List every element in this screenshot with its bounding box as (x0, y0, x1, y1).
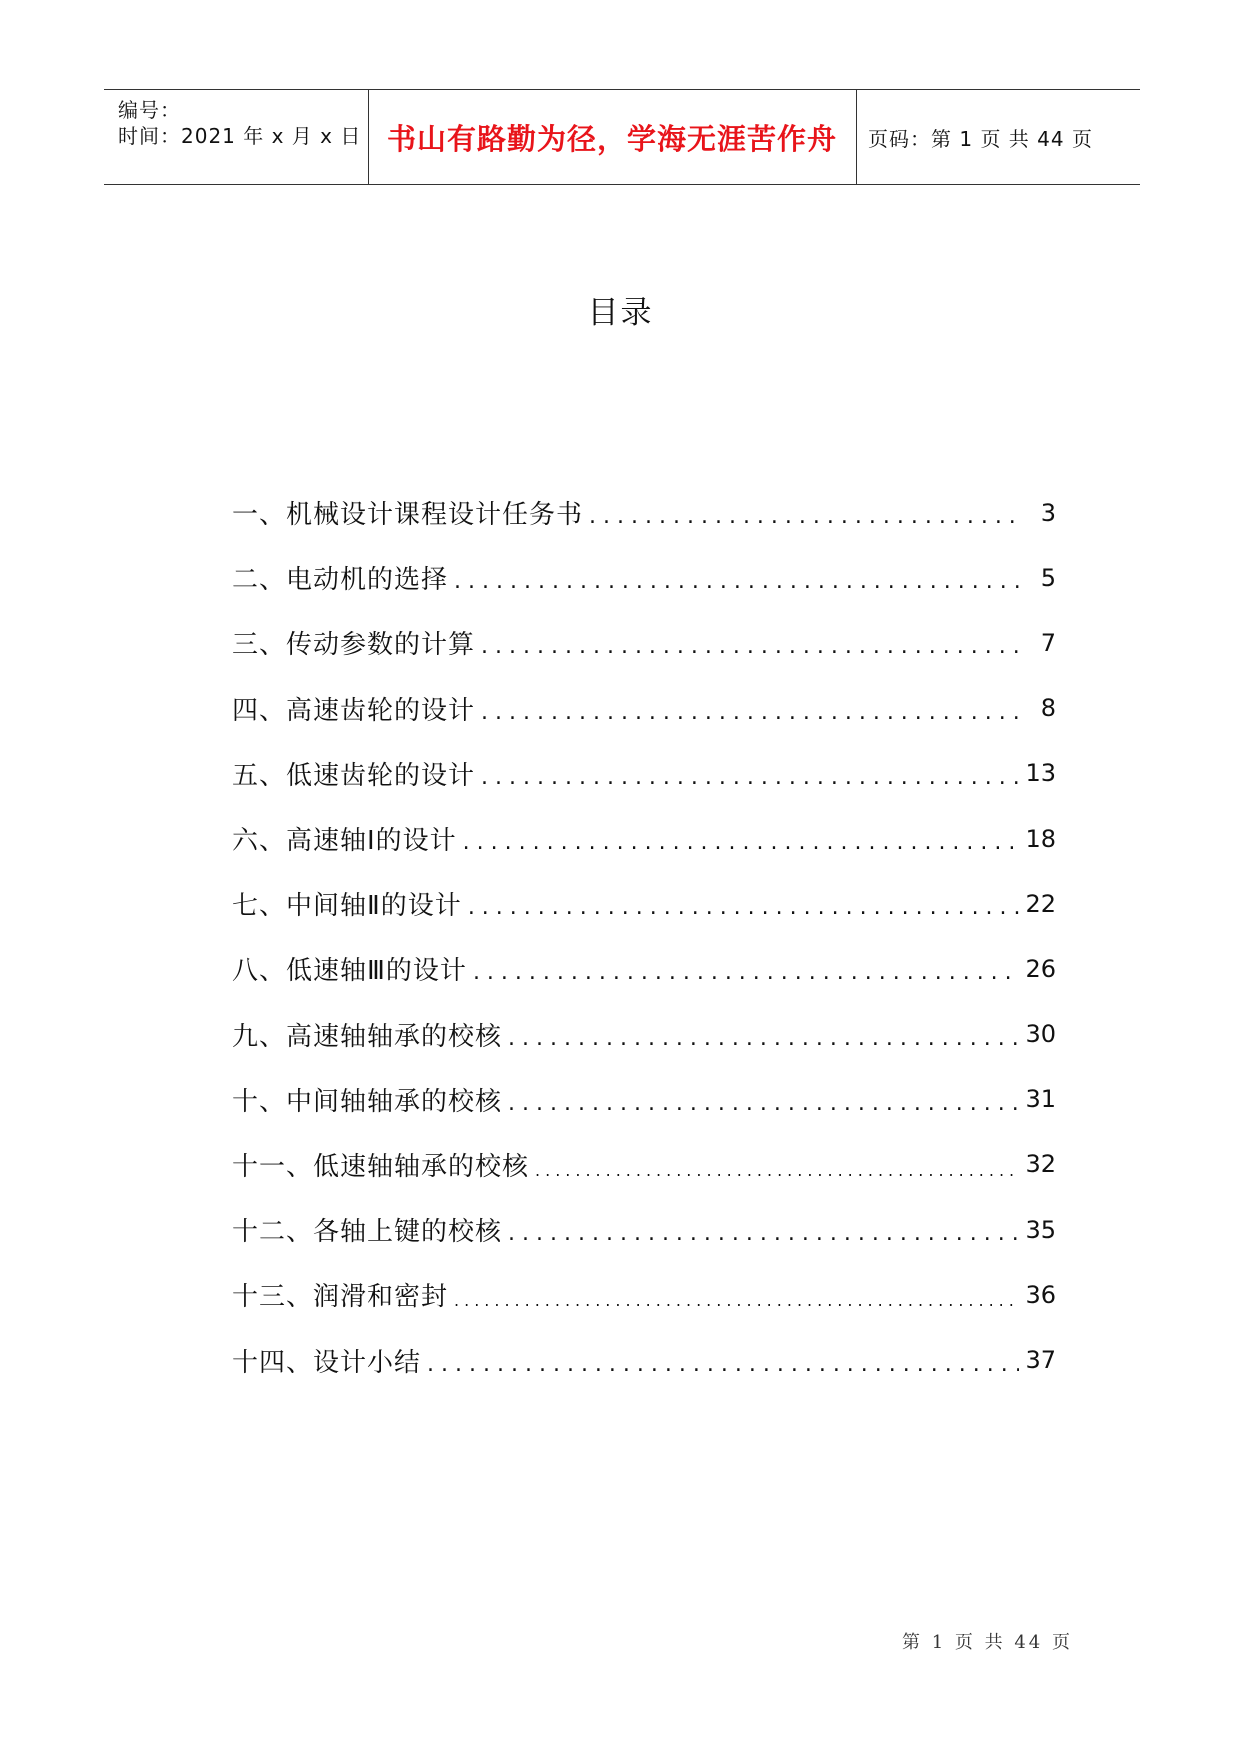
toc-entry-label: 十二、各轴上键的校核 (232, 1217, 503, 1248)
toc-entry[interactable] (232, 806, 1056, 871)
toc-entry-label: 九、高速轴轴承的校核 (232, 1021, 503, 1052)
toc-entry-page: 22 (1025, 889, 1056, 918)
toc-entry[interactable] (232, 545, 1056, 610)
toc-entry-page: 13 (1025, 759, 1056, 788)
toc-entry[interactable] (232, 1067, 1056, 1132)
toc-leader-dots (454, 1291, 1019, 1310)
toc-entry[interactable] (232, 1327, 1056, 1392)
toc-entry-page: 3 (1040, 498, 1056, 527)
toc-entry-page: 36 (1025, 1280, 1056, 1309)
toc-entry[interactable] (232, 610, 1056, 675)
document-header (104, 89, 1140, 185)
header-meta (104, 90, 368, 184)
toc-leader-dots (427, 1352, 1019, 1377)
header-motto: 书山有路勤为径，学海无涯苦作舟 (386, 121, 837, 156)
toc-entry[interactable] (232, 741, 1056, 806)
toc-leader-dots (463, 830, 1020, 855)
toc-entry[interactable] (232, 871, 1056, 936)
toc-entry-label: 十、中间轴轴承的校核 (232, 1086, 503, 1117)
toc-leader-dots (481, 700, 1024, 725)
table-of-contents (232, 480, 1056, 1393)
toc-leader-dots (508, 1026, 1019, 1051)
toc-entry[interactable] (232, 480, 1056, 545)
toc-entry-label: 四、高速齿轮的设计 (232, 695, 476, 726)
toc-entry-page: 18 (1025, 824, 1056, 853)
toc-entry-label: 十一、低速轴轴承的校核 (232, 1151, 530, 1182)
toc-leader-dots (481, 634, 1024, 659)
document-number-label: 编号： (118, 98, 181, 122)
toc-entry-page: 35 (1025, 1215, 1056, 1244)
toc-entry-label: 八、低速轴Ⅲ的设计 (232, 956, 467, 987)
toc-entry-label: 十四、设计小结 (232, 1347, 422, 1378)
toc-entry-page: 31 (1025, 1085, 1056, 1114)
header-page-count: 页码：第 1 页 共 44 页 (868, 126, 1093, 151)
toc-entry[interactable] (232, 1262, 1056, 1327)
toc-leader-dots (454, 569, 1024, 594)
toc-entry-page: 37 (1025, 1346, 1056, 1375)
toc-entry-page: 5 (1040, 563, 1056, 592)
toc-entry-page: 32 (1025, 1150, 1056, 1179)
toc-entry-label: 二、电动机的选择 (232, 565, 449, 596)
toc-entry-label: 七、中间轴Ⅱ的设计 (232, 891, 462, 922)
toc-leader-dots (589, 504, 1024, 529)
toc-entry[interactable] (232, 1002, 1056, 1067)
toc-entry[interactable] (232, 676, 1056, 741)
toc-leader-dots (468, 895, 1020, 920)
toc-entry-page: 26 (1025, 954, 1056, 983)
toc-entry[interactable] (232, 1132, 1056, 1197)
toc-leader-dots (481, 765, 1019, 790)
document-date: 时间：2021 年 x 月 x 日 (118, 124, 362, 148)
toc-entry[interactable] (232, 1197, 1056, 1262)
toc-leader-dots (508, 1091, 1019, 1116)
toc-leader-dots (535, 1161, 1019, 1180)
page-title: 目录 (587, 295, 654, 331)
toc-entry-label: 一、机械设计课程设计任务书 (232, 500, 584, 531)
toc-entry-label: 十三、润滑和密封 (232, 1282, 449, 1313)
toc-entry-page: 7 (1040, 628, 1056, 657)
toc-entry-label: 三、传动参数的计算 (232, 630, 476, 661)
page-footer: 第 1 页 共 44 页 (902, 1632, 1073, 1653)
toc-leader-dots (473, 960, 1020, 985)
header-divider (856, 90, 857, 184)
toc-entry-page: 8 (1040, 694, 1056, 723)
toc-entry-label: 六、高速轴Ⅰ的设计 (232, 826, 457, 857)
toc-entry-page: 30 (1025, 1020, 1056, 1049)
toc-entry-label: 五、低速齿轮的设计 (232, 760, 476, 791)
toc-leader-dots (508, 1221, 1019, 1246)
toc-entry[interactable] (232, 936, 1056, 1001)
